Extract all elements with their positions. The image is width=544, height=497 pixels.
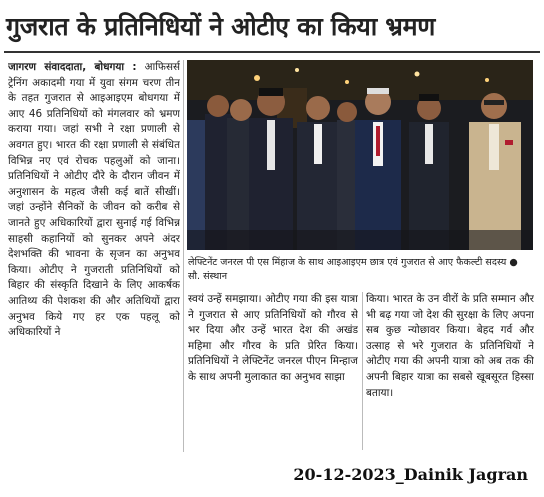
group-photo	[187, 60, 533, 250]
headline-rule	[4, 51, 540, 53]
dateline: जागरण संवाददाता, बोधगया :	[8, 61, 137, 73]
body-left: आफिसर्स ट्रेनिंग अकादमी गया में युवा संगम चरण तीन के तहत गुजरात से आइआइएम बोधगया में आए 46 प्रतिनिधियों को मंगलवार को भ्रमण कराया गया। जहां सभी ने रक्षा प्रणाली से अवगत हुए। भारत की रक्षा प्रणाली से संबंधित विभिन्न नए एवं रोचक पहलुओं को जाना। प्रतिनिधियों ने ओटीए दौरे के दौरान जीवन में अनुशासन के महत्व जैसी कई बातें सीखीं। जहां उन्होंने सैनिकों के जीवन को करीब से जानते हुए अधिकारियों द्वारा सुनाई गई विभिन्न साहसी कहानियों को सुनकर अपने अंदर देशभक्ति की भावना के सृजन का अनुभव किया। ओटीए ने गुजराती प्रतिनिधियों को बिहार की संस्कृति दिखाने के लिए आकर्षक आतिथ्य की पेशकश की और अतिथियों द्वारा अनुभव किये गए हर एक पहलू को अधिकारियों ने	[8, 61, 180, 339]
article-column-right	[366, 292, 534, 450]
source-date-footer: 20-12-2023_Dainik Jagran	[293, 465, 528, 484]
person-5	[337, 102, 357, 250]
light-dot	[345, 80, 349, 84]
group-photo-illustration	[187, 60, 533, 250]
column-divider	[362, 292, 363, 450]
body-right: किया। भारत के उन वीरों के प्रति सम्मान और भी बढ़ गया जो देश की सुरक्षा के लिए अपना सब कुछ न्योछावर किया। बेहद गर्व और उत्साह से भरे गुजरात के प्रतिनिधियों ने ओटीए गया की अपनी यात्रा को अब तक की अपनी बिहार यात्रा का सबसे खूबसूरत हिस्सा बताया।	[366, 293, 534, 399]
light-dot	[485, 78, 489, 82]
article-column-middle	[188, 292, 358, 450]
photo-ground	[187, 230, 533, 250]
headline: गुजरात के प्रतिनिधियों ने ओटीए का किया भ्रमण	[6, 12, 436, 41]
light-dot	[295, 68, 299, 72]
body-mid: स्वयं उन्हें समझाया। ओटीए गया की इस यात्रा ने गुजरात से आए प्रतिनिधियों को गौरव से भर दिया और उन्हें भारत देश की अखंड महिमा और गौरव के प्रति प्रेरित किया। प्रतिनिधियों ने लेफ्टिनेंट जनरल पीएन मिन्हाज के साथ अपनी मुलाकात का अनुभव साझा	[188, 293, 358, 383]
light-dot	[254, 75, 260, 81]
light-dot	[415, 72, 420, 77]
photo-caption: लेफ्टिनेंट जनरल पी एस मिंहाज के साथ आइआइएम छात्र एवं गुजरात से आए फैकल्टी सदस्य ● सौ. संस्थान	[188, 257, 518, 282]
photo-sky	[187, 60, 533, 100]
article-text-left	[8, 60, 180, 341]
article-column-left	[8, 60, 180, 450]
column-divider	[183, 60, 184, 452]
